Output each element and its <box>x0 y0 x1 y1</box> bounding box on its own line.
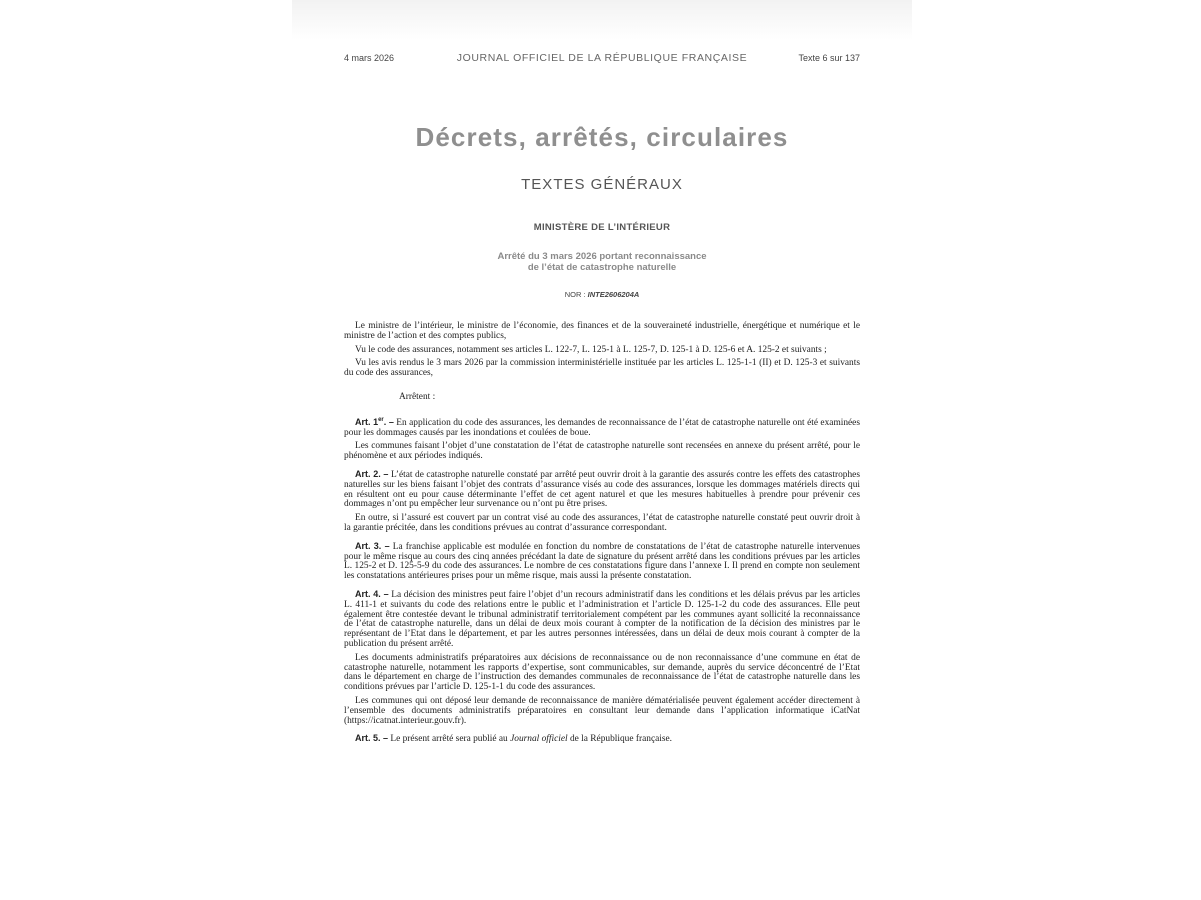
article-paragraph: En outre, si l’assuré est couvert par un contrat visé au code des assurances, l’état de catastrophe naturelle constaté peut ouvrir droit à la garantie précitée, dans les conditions prévues au contrat d’assurance correspondant. <box>344 513 860 533</box>
article-paragraph: Les documents administratifs préparatoires aux décisions de reconnaissance ou de non reconnaissance d’une commune en état de catastrophe naturelle, notamment les rapports d’expertise, sont communicables, sur demande, auprès du service déconcentré de l’Etat dans le département en charge de l’instruction des demandes communales de reconnaissance de l’état de catastrophe naturelle dans les conditions prévues par l’article D. 125-1-1 du code des assurances. <box>344 652 860 693</box>
arrete-title <box>300 251 904 273</box>
page-top-shade <box>292 0 912 40</box>
article-4 <box>344 590 860 650</box>
preamble-paragraph: Le ministre de l’intérieur, le ministre de l’économie, des finances et de la souveraineté industrielle, énergétique et numérique et le ministre de l’action et des comptes publics, <box>344 321 860 341</box>
arrete-title-line2: de l’état de catastrophe naturelle <box>527 262 677 273</box>
article-4-label: Art. 4. – <box>355 588 389 599</box>
article-5-text-after: de la République française. <box>567 734 673 745</box>
nor-label: NOR : <box>564 290 588 299</box>
article-paragraph: Les communes qui ont déposé leur demande de reconnaissance de manière dématérialisée peuvent également accéder directement à l’ensemble des documents administratifs préparatoires en consultant leur demande dans l’application informatique iCatNat (https://icatnat.interieur.gouv.fr). <box>344 695 860 726</box>
article-5 <box>344 734 860 745</box>
section-title: Décrets, arrêtés, circulaires <box>415 122 789 152</box>
nor-value: INTE2606204A <box>587 290 640 299</box>
article-paragraph: Les communes faisant l’objet d’une constatation de l’état de catastrophe naturelle sont recensées en annexe du présent arrêté, pour le phénomène et aux périodes indiqués. <box>344 441 860 462</box>
arretent-line: Arrêtent : <box>399 391 436 402</box>
article-2 <box>344 470 860 510</box>
header-text-number: Texte 6 sur 137 <box>798 53 860 63</box>
header-date: 4 mars 2026 <box>344 53 395 63</box>
article-1 <box>344 416 860 439</box>
arrete-title-line1: Arrêté du 3 mars 2026 portant reconnaissance <box>497 251 707 262</box>
subsection-title: TEXTES GÉNÉRAUX <box>521 176 683 193</box>
article-1-text: En application du code des assurances, les demandes de reconnaissance de l’état de catastrophe naturelle ont été examinées pour les dommages causés par les inondations et coulées de boue. <box>344 417 860 438</box>
article-1-label: Art. 1er. – <box>355 416 394 427</box>
article-2-text: L’état de catastrophe naturelle constaté par arrêté peut ouvrir droit à la garantie des assurés contre les effets des catastrophes naturelles sur les biens faisant l’objet des contrats d’assurance visés au code des assurances, lorsque les dommages matériels directs qui en résultent ont eu pour cause déterminante l’effet de cet agent naturel et que les mesures habituelles à prendre pour prévenir ces dommages n’ont pu empêcher leur survenance ou n’ont pu être prises. <box>344 469 860 510</box>
article-4-text: La décision des ministres peut faire l’objet d’un recours administratif dans les conditions et les délais prévus par les articles L. 411-1 et suivants du code des relations entre le public et l’administration et l’article D. 125-1-2 du code des assurances. Elle peut également être contestée devant le tribunal administratif territorialement compétent par les communes ayant sollicité la reconnaissance de l’état de catastrophe naturelle, dans un délai de deux mois courant à compter de la notification de la décision des ministres par le représentant de l’Etat dans le département, et par les autres personnes intéressées, dans un délai de deux mois courant à compter de la publication du présent arrêté. <box>344 589 860 649</box>
preamble-paragraph: Vu le code des assurances, notamment ses articles L. 122-7, L. 125-1 à L. 125-7, D. 125-1 à D. 125-6 et A. 125-2 et suivants ; <box>355 344 827 355</box>
article-5-label: Art. 5. – <box>355 733 389 744</box>
article-5-text-before: Le présent arrêté sera publié au <box>390 734 511 745</box>
page-header <box>344 52 860 68</box>
article-3-text: La franchise applicable est modulée en fonction du nombre de constatations de l’état de catastrophe naturelle intervenues pour le même risque au cours des cinq années précédant la date de signature du présent arrêté dans les conditions prévues par les articles L. 125-2 et D. 125-5-9 du code des assurances. Le nombre de ces constatations figure dans l’annexe I. Il prend en compte non seulement les constatations antérieures prises pour un même risque, mais aussi la présente constatation. <box>344 541 860 582</box>
ministry-title: MINISTÈRE DE L’INTÉRIEUR <box>533 222 671 233</box>
document-body <box>344 322 860 749</box>
article-3 <box>344 542 860 582</box>
journal-officiel-italic: Journal officiel <box>510 734 568 745</box>
nor-reference <box>300 290 904 299</box>
article-2-label: Art. 2. – <box>355 468 389 479</box>
article-3-label: Art. 3. – <box>355 540 390 551</box>
preamble-paragraph: Vu les avis rendus le 3 mars 2026 par la commission interministérielle instituée par les articles L. 125-1-1 (II) et D. 125-3 et suivants du code des assurances, <box>344 358 860 379</box>
journal-title: JOURNAL OFFICIEL DE LA RÉPUBLIQUE FRANÇAISE <box>456 52 748 64</box>
